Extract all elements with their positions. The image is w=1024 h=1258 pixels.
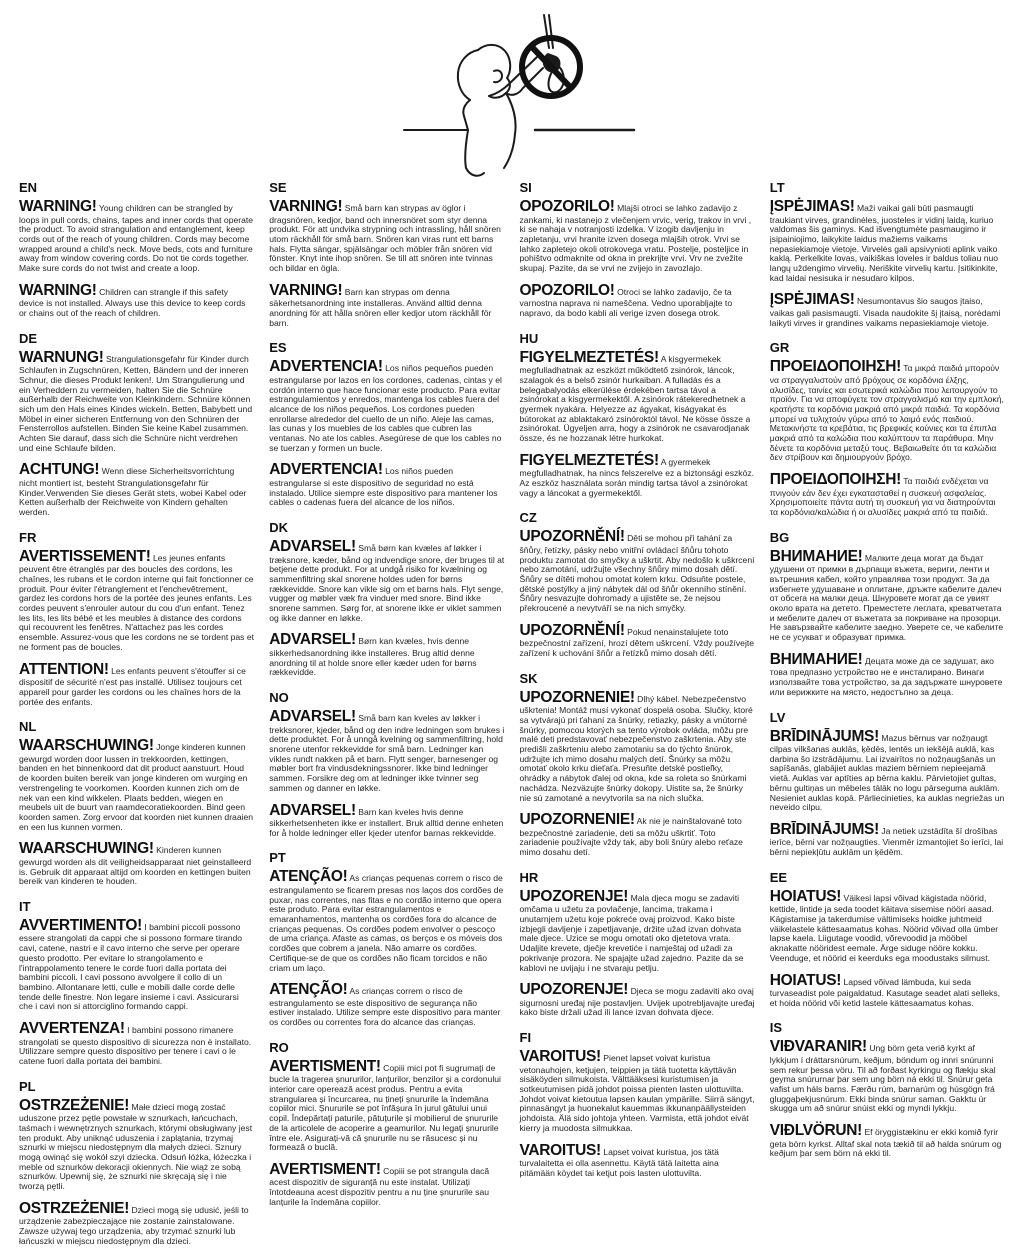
warning-block (770, 471, 1005, 518)
language-code-LV: LV (769, 709, 786, 725)
warning-body: Τα παιδιά ενδέχεται να πνιγούν εάν δεν έχει εγκατασταθεί η συσκευή ασφαλείας. Χρησιμοποιείτε πάντα αυτή τη συσκευή για να διατηρούνται τα κορδόνια/καλώδια ή οι αλυσίδες μακριά από τα παιδιά. (769, 476, 996, 518)
columns (0, 180, 1024, 1258)
warning-block (520, 198, 755, 274)
warning-body: Les jeunes enfants peuvent être étranglés par des boucles des cordons, les chaînes, les rubans et le cordon interne qui fait fonctionner ce produit. Pour éviter l'étranglement et l'enchevêtrement, gardez les cordons hors de la portée des jeunes enfants. Les cordes peuvent s'enrouler autour du cou d'un enfant. Tenez les lits, les lits bébé et les meubles à distance des cordons qui recouvrent les fenêtres. N'attachez pas les cordes ensemble. Assurez-vous que les cordons ne se tordent pas et ne forment pas de boucles. (19, 552, 255, 652)
warning-body: Nesumontavus šio saugos įtaiso, vaikas gali pasismaugti. Visada naudokite šį įtaisą, norėdami laikyti virves ir grandines vaikams nepasiekiamoje vietoje. (769, 296, 1001, 328)
warning-body: Kinderen kunnen gewurgd worden als dit veiligheidsapparaat niet geinstalleerd is. Gebruik dit apparaat altijd om koorden en kettingen buiten bereik van kinderen te houden. (19, 845, 252, 887)
warning-block (520, 981, 755, 1018)
language-code-DK: DK (269, 520, 289, 536)
language-code-SK: SK (519, 670, 538, 686)
warning-body: Los niños pequeños pueden estrangularse por lazos en los cordones, cadenas, cintas y el cordón interno que hace funcionar este producto. Para evitar estrangulamientos y enredos, mantenga los cables fuera del alcance de los niños pequeños. Los cordones pueden enrollarse alrededor del cuello de un niño. Aleje las camas, las cunas y los muebles de los cables que cubren las ventanas. No ate los cables. Asegúrese de que los cables no se tuerzan y formen un bucle. (269, 363, 502, 453)
warning-title: ВНИМАНИЕ! (769, 547, 863, 565)
warning-block (269, 708, 504, 793)
language-section-FI (520, 1030, 755, 1178)
warning-block (269, 198, 504, 274)
warning-title: OPOZORILO! (519, 281, 615, 299)
warning-title: VAROITUS! (519, 1048, 601, 1066)
warning-block (19, 1200, 254, 1247)
warning-body: Dzieci mogą się udusić, jeśli to urządzenie zabezpieczające nie zostanie zainstalowane. Zawsze używaj tego urządzenia, aby trzymać sznurki lub łańcuszki w miejscu niedostępnym dla dzieci. (19, 1204, 249, 1246)
warning-title: VIÐVARANIR! (769, 1038, 867, 1056)
warning-title: ΠΡΟΕΙΔΟΠΟΙΗΣΗ! (769, 358, 901, 376)
warning-body: Små barn kan strypas av öglor i dragsnören, kedjor, band och innersnöret som styr denna produkt. För att undvika strypning och intrassling, håll snören utom räckhåll för små barn. Snören kan viras runt ett barns hals. Flytta sängar, spjälsängar och möbler från snören vid fönster. Knyt inte ihop snören. Se till att snören inte tvinnas och bildar en ögla. (269, 203, 501, 274)
warning-body: As crianças correm o risco de estrangulamento se este dispositivo de segurança não estiver instalado. Utilize sempre este dispositivo para manter os cordões ou correntes fora do alcance das crianças. (269, 986, 501, 1028)
warning-body: Dlhý kábel. Nebezpečenstvo uškrtenia! Montáž musí vykonať dospelá osoba. Slučky, ktoré sa vytvárajú pri ťahaní za šnúrky, retiazky, pásky a vnútorné šnúrky, pomocou ktorých sa tento výrobok ovláda, môžu pre malé deti predstavovať nebezpečenstvo zaškrtenia. Aby ste predišli zaškrteniu alebo zamotaniu sa do týchto šnúrok, udržujte ich mimo dosahu malých detí. Šnúrky sa môžu omotať okolo krku dieťaťa. Presuňte detské postieľky, ohrádky a nábytok ďalej od okna, kde sa roleta so šnúrkami nachádza. Nezväzujte šnúrky dokopy. Uistite sa, že šnúrky nie sú zamotané a nevytvorila sa na nich slučka. (519, 693, 753, 803)
language-section-DK (269, 520, 504, 678)
column-1 (19, 180, 254, 1258)
warning-body: Mlajši otroci se lahko zadavijo z zankami, ki nastanejo z vlečenjem vrvic, verig, trakov in vrvi , ki se nahaja v notranjosti izdelka. V izogib davljenju in zapletanju, vrvi hranite izven dosega mlajših otrok. Vrvi se lahko zapletejo okoli otrokovega vratu. Postelje, posteljice in pohištvo odmaknite od okna in prekrijte vrvi. Vrv ne zvežite skupaj. Pazite, da se vrvi ne zvijejo in zavozlajo. (519, 203, 752, 274)
language-section-HU (520, 331, 755, 499)
child-cord-prohibition-drawing (398, 10, 642, 178)
warning-body: Децата може да се задушат, ако това предпазно устройство не е инсталирано. Винаги използвайте това устройство, за да задържате шнуровете или верижките на място, недостъпно за деца. (769, 655, 1003, 697)
warning-body: Pokud nenainstalujete toto bezpečnostní zařízení, hrozí dětem uškrcení. Vždy používejte zařízení k uchování šňůr a řetízků mimo dosah dětí. (519, 626, 755, 658)
warning-block (19, 282, 254, 319)
warning-block (269, 358, 504, 453)
warning-title: ADVERTENCIA! (269, 358, 383, 376)
warning-body: Mala djeca mogu se zadaviti omčama u užetu za povlačenje, lancima, trakama i unutarnjem užetu koje pokreće ovaj proizvod. Kako biste izbjegli davljenje i zapetljavanje, držite užad izvan dohvata male djece. Uzice se mogu omotati oko djetetova vrata. Udaljite krevete, dječje krevetiće i namještaj od užadi za pokrivanje prozora. Ne spajajte užad zajedno. Pazite da se kablovi ne uvijaju i ne stvaraju petlju. (519, 892, 744, 973)
language-section-DE (19, 331, 254, 518)
language-section-LT (770, 180, 1005, 328)
warning-title: ВНИМАНИЕ! (769, 650, 863, 668)
warning-block (520, 811, 755, 858)
column-4 (770, 180, 1005, 1258)
language-section-NO (269, 690, 504, 838)
ear (494, 70, 502, 82)
warning-block (520, 1048, 755, 1133)
warning-block (520, 349, 755, 444)
language-section-EN (19, 180, 254, 319)
language-code-LT: LT (769, 180, 785, 195)
warning-body: Väikesi lapsi võivad kägistada nöörid, kettide, lintide ja seda toodet käitava sisemise nööri aasad. Kägistamise ja takerdumise vältimiseks hoidke juhtmeid väikelastele kättesaamatus kohas. Nöörid võivad olla ümber lapse kaela. Liigutage voodid, võrevoodid ja mööbel aknakatte nööridest eemale. Ärge siduge nööre kokku. Veenduge, et nöörid ei keerduks ega moodustaks silmust. (769, 892, 999, 963)
language-section-SE (269, 180, 504, 328)
warning-body: As crianças pequenas correm o risco de estrangulamento se ficarem presas nos laços dos cordões de puxar, nas correntes, nas fitas e no cordão interno que opera este produto. Para evitar estrangulamentos e emaranhamentos, mantenha os cordões fora do alcance de crianças pequenas. Os cordões podem envolver o pescoço de uma criança. Afaste as camas, os berços e os móveis dos cordões que cobrem a janela. Não amarre os cordões. Certifique-se de que os cordões não ficam torcidos e não criam um laço. (269, 873, 504, 973)
warning-body: Young children can be strangled by loops in pull cords, chains, tapes and inner cords that operate the product. To avoid strangulation and entanglement, keep cords out of the reach of young children. Cords may become wrapped around a child's neck. Move beds, cots and furniture away from window covering cords. Do not tie cords together. Make sure cords do not twist and create a loop. (19, 203, 254, 274)
warning-block (520, 282, 755, 319)
warning-title: ΠΡΟΕΙΔΟΠΟΙΗΣΗ! (769, 471, 901, 489)
warning-body: Ak nie je nainštalované toto bezpečnostné zariadenie, deti sa môžu uškrtiť. Toto zariadenie používajte vždy tak, aby boli šnúry alebo reťaze mimo dosahu detí. (519, 816, 743, 858)
warning-title: AVERTISMENT! (269, 1057, 381, 1075)
warning-body: Los niños pueden estrangularse si este dispositivo de seguridad no está instalado. Utilice siempre este dispositivo para mantener los cables o cadenas fuera del alcance de los niños. (269, 466, 498, 508)
warning-body: Jonge kinderen kunnen gewurgd worden door lussen in trekkoorden, kettingen, banden en het binnenkoord dat dit product aanstuurt. Houd de koorden buiten bereik van jonge kinderen om wurging en verstrengeling te voorkomen. Koorden kunnen zich om de nek van een kind wikkelen. Plaats bedden, wiegen en meubels uit de buurt van raamdecoratiekoorden. Bind geen koorden samen. Zorg ervoor dat koorden niet kunnen draaien en een lus kunnen vormen. (19, 742, 254, 832)
warning-body: Ef öryggistækinu er ekki komið fyrir geta börn kyrkst. Alltaf skal nota tækið til að halda snúrum og keðjum þar sem börn ná ekki til. (769, 1127, 1002, 1159)
warning-block (269, 461, 504, 508)
warning-block (269, 538, 504, 623)
warning-body: Copiii mici pot fi sugrumați de bucle la tragerea șnururilor, lanțurilor, benzilor și a cordonului interior care operează acest produs. Pentru a evita strangularea și încurcarea, nu țineți șnururile la îndemâna copiilor mici. Șnururile se pot înfășura în jurul gâtului unui copil. Îndepărtați paturile, pătuțurile și mobilierul de șnururile de la articolele de acoperire a geamurilor. Nu legați șnururile între ele. Asigurați-vă că șnururile nu se răsucesc și nu formează o buclă. (269, 1062, 501, 1153)
warning-title: UPOZORNĚNÍ! (519, 528, 625, 546)
warning-block (269, 868, 504, 973)
language-code-FI: FI (519, 1030, 532, 1046)
warning-block (269, 981, 504, 1028)
warning-body: Djeca se mogu zadaviti ako ovaj sigurnosni uređaj nije postavljen. Uvijek upotrebljavajte uređaj kako biste držali užad ili lance izvan dohvata djece. (519, 986, 755, 1018)
language-section-LV (770, 710, 1005, 858)
warning-title: WARNING! (19, 281, 97, 299)
language-code-PL: PL (19, 1078, 36, 1094)
warning-block (520, 689, 755, 804)
warning-block (770, 1122, 1005, 1159)
warning-title: ATTENTION! (19, 660, 109, 678)
warning-body: A kisgyermekek megfulladhatnak az eszközt működtető zsinórok, láncok, szalagok és a belső zsinór hurkaiban. A fulladás és a belegabalyodás elkerülése érdekében tartsa távol a zsinórokat a kisgyermekektől. A zsinórok rátekeredhetnek a gyermek nyakára. Helyezze az ágyakat, kiságyakat és bútorokat az ablaktakaró zsinóroktól távol. Ne kösse össze a zsinórokat. Ügyeljen arra, hogy a zsinórok ne csavarodjanak össze, és ne hozzanak létre hurkokat. (519, 353, 751, 444)
column-3 (520, 180, 755, 1258)
language-section-EE (770, 870, 1005, 1009)
warning-title: VAROITUS! (519, 1141, 601, 1159)
warning-block (770, 728, 1005, 813)
column-2 (269, 180, 504, 1258)
language-section-BG (770, 530, 1005, 698)
language-code-ES: ES (269, 340, 287, 356)
warning-title: UPOZORENJE! (519, 887, 629, 905)
warning-body: Children can strangle if this safety device is not installed. Always use this device to keep cords or chains out of the reach of children. (19, 286, 246, 318)
warning-block (19, 349, 254, 454)
language-section-NL (19, 719, 254, 887)
warning-body: Lapsed võivad lämbuda, kui seda turvaseadist pole paigaldatud. Kasutage seadet alati selleks, et hoida nöörid või ketid lastele kättesaamatus kohas. (769, 976, 1001, 1008)
warning-block (19, 198, 254, 274)
language-code-NO: NO (269, 690, 289, 706)
warning-title: BRĪDINĀJUMS! (769, 820, 879, 838)
language-section-PL (19, 1079, 254, 1247)
language-code-EE: EE (769, 869, 788, 885)
language-section-IT (19, 899, 254, 1067)
warning-block (520, 1142, 755, 1179)
warning-title: AVVERTIMENTO! (19, 916, 142, 934)
warning-title: BRĪDINĀJUMS! (769, 727, 879, 745)
warning-block (269, 631, 504, 678)
warning-block (770, 358, 1005, 463)
warning-block (19, 548, 254, 653)
torso-line (504, 93, 516, 168)
warning-block (19, 917, 254, 1012)
language-code-BG: BG (769, 529, 790, 545)
language-section-SK (520, 671, 755, 858)
warning-block (269, 1161, 504, 1208)
language-section-HR (520, 870, 755, 1018)
warning-body: Otroci se lahko zadavijo, če ta varnostna naprava ni nameščena. Vedno uporabljajte to napravo, da bodo kabli ali verige izven dosega otrok. (519, 286, 733, 318)
language-code-NL: NL (19, 719, 37, 735)
warning-title: WARNING! (19, 198, 97, 215)
language-section-RO (269, 1040, 504, 1208)
warning-title: ADVARSEL! (269, 631, 356, 649)
warning-title: WAARSCHUWING! (19, 840, 154, 858)
warning-title: HOIATUS! (769, 971, 842, 989)
warning-block (520, 452, 755, 499)
warning-body: Copiii se pot strangula dacă acest dispozitiv de siguranță nu este instalat. Utilizați întotdeauna acest dispozitiv pentru a nu ține șnururile sau lanțurile la îndemâna copiilor. (269, 1165, 490, 1207)
language-code-HR: HR (519, 869, 539, 885)
warning-block (19, 661, 254, 708)
warning-title: AVERTISSEMENT! (19, 547, 151, 565)
warning-title: UPOZORNĚNÍ! (519, 621, 625, 639)
warning-body: Barn kan strypas om denna säkerhetsanordning inte installeras. Använd alltid denna anordning för att hålla snören eller kedjor utom räckhåll för barn. (269, 286, 492, 328)
warning-block (770, 198, 1005, 283)
language-section-FR (19, 530, 254, 707)
prohibition-slash (531, 46, 572, 89)
warning-body: Pienet lapset voivat kuristua vetonauhojen, ketjujen, teippien ja tätä tuotetta käyttävän sisäköyden silmukoista. Välttääksesi kuristumisen ja sotkeutumisen pidä johdot poissa pienten lasten ulottuvilta. Johdot voivat kietoutua lapsen kaulan ympärille. Siirrä sängyt, pinnasängyt ja huonekalut kauemmas ikkunanpäällysteiden johdoista. Älä sido johtoja yhteen. Varmista, että johdot eivät kierry ja muodosta silmukkaa. (519, 1053, 755, 1133)
warning-body: A gyermekek megfulladhatnak, ha nincs felszerelve ez a biztonsági eszköz. Az eszköz használata során mindig tartsa távol a zsinórokat vagy a láncokat a gyermekektől. (519, 456, 755, 498)
warning-block (269, 1058, 504, 1153)
warning-block (520, 528, 755, 613)
warning-title: ADVARSEL! (269, 708, 356, 726)
warning-title: ĮSPĖJIMAS! (769, 198, 855, 215)
language-code-PT: PT (269, 850, 286, 866)
warning-title: UPOZORENJE! (519, 981, 629, 999)
warning-body: Děti se mohou při tahání za šňůry, řetízky, pásky nebo vnitřní ovládací šňůru tohoto produktu zamotat do smyčky a uškrtit. Aby nedošlo k uškrcení nebo zamotání, udržujte všechny šňůry mimo dosah dětí. Šňůry se dítěti mohou omotat kolem krku. Odsuňte postele, dětské postýlky a jiný nábytek dál od šňůr okenního stínění. Šňůry nesvazujte dohromady a ujistěte se, že nejsou překroucené a nevytváří se na nich smyčky. (519, 533, 755, 614)
warning-title: ĮSPĖJIMAS! (769, 291, 855, 309)
warning-body: Małe dzieci mogą zostać uduszone przez pętle powstałe w sznurkach, łańcuchach, taśmach i wewnętrznych sznurkach, którymi obsługiwany jest ten produkt. Aby uniknąć uduszenia i zaplątania, trzymaj sznurki w miejscu niedostępnym dla małych dzieci. Sznury mogą owinąć się wokół szyi dziecka. Odsuń łóżka, łóżeczka i meble od sznurków dekoracji okiennych. Nie wiąż ze sobą sznurków. Upewnij się, że sznurki nie skręcają się i nie tworzą pętli. (19, 1101, 253, 1192)
warning-body: I bambini piccoli possono essere strangolati da cappi che si possono formare tirando cavi, catene, nastri e il cavo interno che serve per operare questo prodotto. Per evitare lo strangolamento e l'intrappolamento tenere le corde fuori dalla portata dei bambini piccoli. I cavi possono avvolgere il collo di un bambino. Allontanare letti, culle e mobili dalle corde delle tende delle finestre. Non legare insieme i cavi. Assicurarsi che i cavi non si attorciglino formando cappi. (19, 921, 243, 1012)
warning-title: OSTRZEŻENIE! (19, 1199, 130, 1217)
warning-title: ADVERTENCIA! (269, 461, 383, 479)
language-code-FR: FR (19, 529, 37, 545)
warning-title: AVVERTENZA! (19, 1020, 125, 1038)
warning-block (19, 840, 254, 887)
warning-title: ADVARSEL! (269, 801, 356, 819)
warning-title: OSTRZEŻENIE! (19, 1096, 130, 1114)
warning-title: WARNUNG! (19, 348, 104, 366)
warning-block (269, 802, 504, 839)
warning-block (520, 888, 755, 973)
warning-block (770, 548, 1005, 643)
language-code-GR: GR (769, 340, 790, 356)
warning-body: Maži vaikai gali būti pasmaugti traukiant virves, grandinėles, juosteles ir vidinį laidą, kuriuo valdomas šis gaminys. Kad išvengtumėte pasmaugimo ir įsipainiojimo, laikykite laidus mažiems vaikams nepasiekiamoje vietoje. Virvelės gali apsivynioti aplink vaiko kaklą. Perkelkite lovas, vaikiškas loveles ir baldus toliau nuo langų uždengimo virvelių. Neriškite virvelių kartu. Įsitikinkite, kad laidai nesisuka ir nesudaro kilpos. (769, 203, 999, 283)
language-section-GR (770, 340, 1005, 517)
warning-title: UPOZORNENIE! (519, 811, 635, 829)
warning-block (770, 972, 1005, 1009)
warning-block (770, 1038, 1005, 1114)
warning-block (770, 291, 1005, 328)
cord-lines (544, 15, 553, 48)
warning-body: Τα μικρά παιδιά μπορούν να στραγγαλιστούν από βρόχους σε κορδόνια έλξης, αλυσίδες, ταινίες και εσωτερικά καλώδια που λειτουργούν το προϊόν. Για να αποφύγετε τον στραγγαλισμό και την εμπλοκή, κρατήστε τα κορδόνια μακριά από μικρά παιδιά. Τα κορδόνια μπορεί να τυλιχτούν γύρω από το λαιμό ενός παιδιού. Μετακινήστε τα κρεβάτια, τις βρεφικές κούνιες και τα έπιπλα μακριά από τα καλώδια που καλύπτουν τα παράθυρα. Μην δένετε τα κορδόνια μεταξύ τους. Βεβαιωθείτε ότι τα καλώδια δεν στρίβουν και δημιουργούν βρόχο. (769, 363, 1004, 463)
language-code-DE: DE (19, 330, 38, 346)
warning-body: Små barn kan kveles av løkker i trekksnorer, kjeder, bånd og den indre ledningen som brukes i dette produktet. For å unngå kvelning og sammenfiltring, hold snorene utenfor rekkevidde for små barn. Ledninger kan vikles rundt nakken på et barn. Flytt senger, barnesenger og møbler bort fra vindusdekningssnorer. Ikke bind ledninger sammen. Forsikre deg om at ledninger ikke tvinner seg sammen og danner en løkke. (269, 713, 505, 793)
language-section-SI (520, 180, 755, 319)
warning-block (770, 888, 1005, 964)
language-code-HU: HU (519, 330, 539, 346)
warning-illustration (398, 10, 642, 178)
language-section-IS (770, 1020, 1005, 1159)
warning-block (19, 1020, 254, 1067)
warning-body: Ung börn geta verið kyrkt af lykkjum í dráttarsnúrum, keðjum, böndum og innri snúrunni sem rekur þessa vöru. Til að forðast kyrkingu og flækju skal geyma snúrurnar þar sem ung börn ná ekki til. Snúrur geta vafist um háls barns. Færðu rúm, barnarúm og húsgögn frá gluggaþekjusnúrum. Ekki binda snúrur saman. Gakktu úr skugga um að snúrur snúist ekki og myndi lykkju. (769, 1043, 996, 1114)
warning-block (770, 821, 1005, 858)
warning-body: Lapset voivat kuristua, jos tätä turvalaitetta ei olla asennettu. Käytä tätä laitetta aina pitämään köydet tai ketjut pois lasten ulottuvilta. (519, 1146, 719, 1178)
warning-title: FIGYELMEZTETÉS! (519, 451, 659, 469)
warning-title: ATENÇÃO! (269, 868, 348, 886)
warning-body: Strangulationsgefahr für Kinder durch Schlaufen in Zugschnüren, Ketten, Bändern und der inneren Schnur, die dieses Produkt lenken!. Um Strangulierung und ein Verheddern zu vermeiden, halten Sie die Schnüre außerhalb der Reichweite von Kleinkindern. Schnüre können sich um den Hals eines Kindes wickeln. Betten, Babybett und Möbel in einer sicheren Entfernung von den Schnüren der Fensterrollos aufstellen. Binden Sie keine Kabel zusammen. Achten Sie darauf, dass sich die Schnüre nicht verdrehen und eine Schlaufe bilden. (19, 353, 253, 453)
warning-body: Mazus bērnus var nožņaugt cilpas vilkšanas auklās, ķēdēs, lentēs un iekšējā auklā, kas darbina šo izstrādājumu. Lai izvairītos no nožņaugšanās un sapīšanās, glabājiet auklas maziem bērniem nepieejamā vietā. Auklas var aptīties ap bērna kaklu. Pārvietojiet gultas, bērnu gultiņas un mēbeles tālāk no logu pārseguma auklām. Nesieniet auklas kopā. Pārliecinieties, ka auklas negriežas un neveido cilpu. (769, 732, 1005, 813)
warning-body: Børn kan kvæles, hvis denne sikkerhedsanordning ikke installeres. Brug altid denne anordning til at holde snore eller kæder uden for børns rækkevidde. (269, 636, 477, 678)
warning-body: Små børn kan kvæles af løkker i træksnore, kæder, bånd og indvendige snore, der bruges til at betjene dette produkt. For at undgå risiko for kvælning og sammenfiltring skal snorene holdes uden for børns rækkevidde. Snore kan vikle sig om et barns hals. Flyt senge, vugger og møbler væk fra vinduer med snore. Bind ikke snorene sammen. Sørg for, at snorene ikke er viklet sammen og ikke danner en løkke. (269, 543, 505, 623)
warning-block (520, 622, 755, 659)
warning-title: VIÐLVÖRUN! (769, 1122, 863, 1140)
warning-title: ADVARSEL! (269, 538, 356, 556)
warning-title: HOIATUS! (769, 887, 842, 905)
warning-title: UPOZORNENIE! (519, 688, 635, 706)
warning-block (19, 1097, 254, 1192)
warning-body: Les enfants peuvent s'étouffer si ce dispositif de sécurité n'est pas installé. Utilisez toujours cet appareil pour garder les cordons ou les chaînes hors de la portée des enfants. (19, 665, 246, 707)
warning-title: AVERTISMENT! (269, 1160, 381, 1178)
warning-title: WAARSCHUWING! (19, 737, 154, 755)
warning-title: ATENÇÃO! (269, 981, 348, 999)
warning-title: VARNING! (269, 198, 343, 215)
language-code-CZ: CZ (519, 510, 537, 526)
language-section-CZ (520, 510, 755, 658)
warning-block (19, 737, 254, 832)
language-code-SI: SI (519, 180, 532, 195)
head-outline (458, 50, 478, 100)
warning-body: Barn kan kveles hvis denne sikkerhetsenheten ikke er installert. Bruk alltid denne enheten for å holde ledninger eller kjeder utenfor barnas rekkevidde. (269, 806, 504, 838)
warning-title: VARNING! (269, 281, 343, 299)
warning-title: OPOZORILO! (519, 198, 615, 215)
language-code-IS: IS (769, 1020, 783, 1036)
warning-body: Малките деца могат да бъдат удушени от примки в дърпащи въжета, вериги, ленти и вътрешния кабел, който управлява този продукт. За да избегнете удушаване и оплитане, дръжте кабелите далеч от обсега на малки деца. Шнуровете могат да се увият около врата на детето. Преместете леглата, креватчетата и мебелите далеч от въжетата за покриване на прозорци. Не завързвайте кабелите заедно. Уверете се, че кабелите не се усукват и образуват примка. (769, 552, 1004, 643)
language-code-IT: IT (19, 898, 31, 914)
warning-title: ACHTUNG! (19, 461, 100, 479)
warning-block (19, 461, 254, 517)
warning-body: I bambini possono rimanere strangolati se questo dispositivo di sicurezza non è installato. Utilizzare sempre questo dispositivo per tenere i cavi o le catene fuori dalla portata dei bambini. (19, 1025, 252, 1066)
warning-block (269, 282, 504, 329)
language-section-PT (269, 850, 504, 1027)
warning-body: Ja netiek uzstādīta šī drošības ierīce, bērni var nožņaugties. Vienmēr izmantojiet šo ierīci, lai bērni nepiekļūtu auklām un ķēdēm. (769, 825, 1004, 858)
warning-block (770, 651, 1005, 698)
language-code-EN: EN (19, 180, 38, 195)
language-section-ES (269, 340, 504, 508)
language-code-RO: RO (269, 1039, 289, 1055)
warning-title: FIGYELMEZTETÉS! (519, 348, 659, 366)
back-outline (463, 100, 484, 176)
warning-body: Wenn diese Sicherheitsvorrichtung nicht montiert ist, besteht Strangulationsgefahr für Kinder.Verwenden Sie dieses Gerät stets, wobei Kabel oder Ketten außerhalb der Reichweite von Kindern gehalten werden. (19, 466, 247, 518)
language-code-SE: SE (269, 180, 287, 195)
